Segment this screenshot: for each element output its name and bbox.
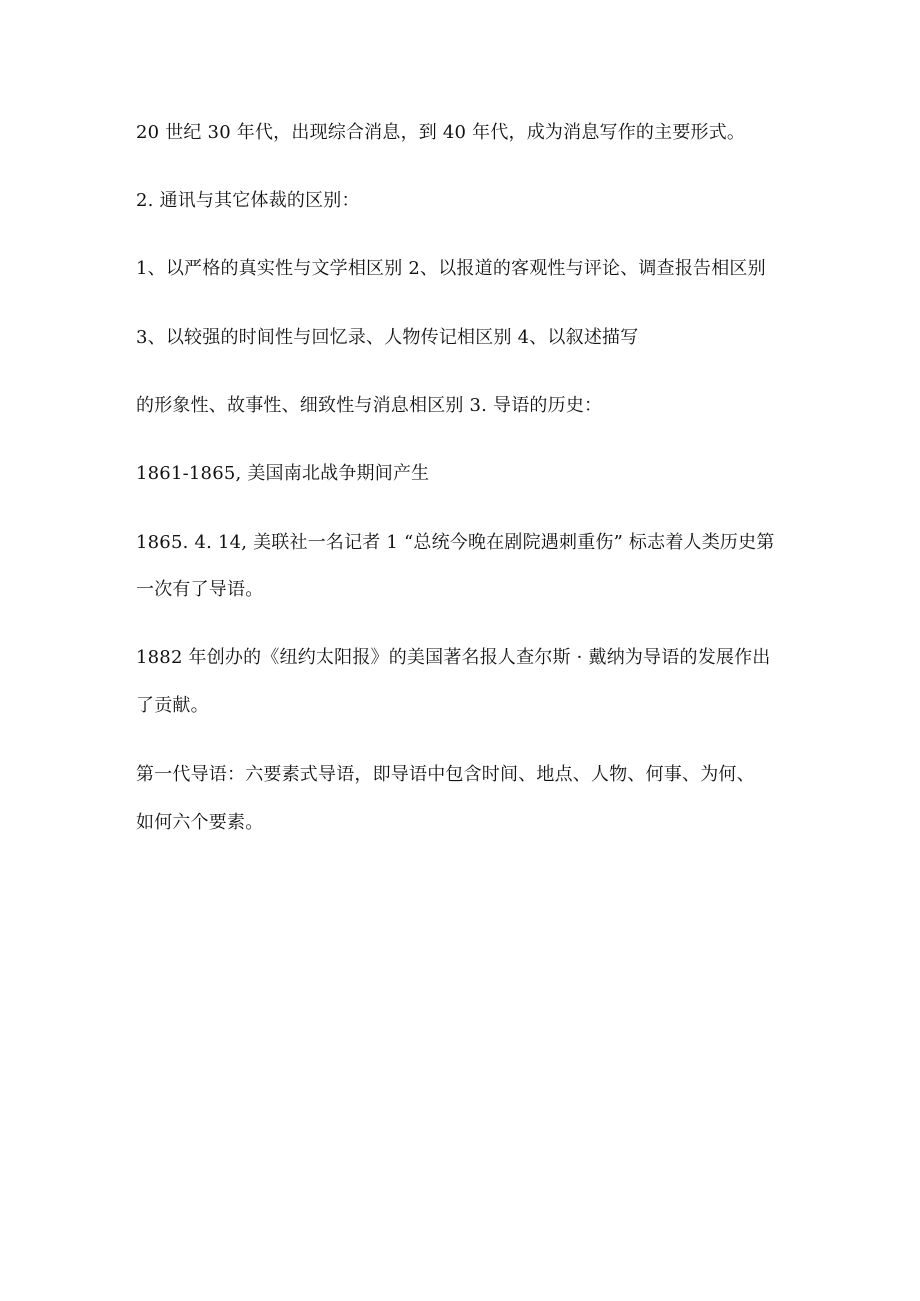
paragraph-first-lead-line-1: 1865. 4. 14, 美联社一名记者 1 “总统今晚在剧院遇刺重伤” 标志着人类历史第: [136, 532, 775, 553]
paragraph-civil-war-origin: 1861-1865, 美国南北战争期间产生: [136, 463, 430, 484]
paragraph-new-york-sun-line-2: 了贡献。: [136, 695, 209, 716]
heading-correspondence-distinctions: 2. 通讯与其它体裁的区别：: [136, 190, 360, 211]
paragraph-distinction-3-4: 3、以较强的时间性与回忆录、人物传记相区别 4、以叙述描写: [136, 327, 639, 348]
paragraph-first-generation-lead-line-1: 第一代导语：六要素式导语，即导语中包含时间、地点、人物、何事、为何、: [136, 764, 755, 785]
paragraph-distinction-4-continued: 的形象性、故事性、细致性与消息相区别 3. 导语的历史：: [136, 395, 603, 416]
paragraph-first-lead-line-2: 一次有了导语。: [136, 579, 264, 600]
paragraph-first-generation-lead-line-2: 如何六个要素。: [136, 812, 264, 833]
paragraph-new-york-sun-line-1: 1882 年创办的《纽约太阳报》的美国著名报人查尔斯 · 戴纳为导语的发展作出: [136, 647, 771, 668]
paragraph-distinction-1-2: 1、以严格的真实性与文学相区别 2、以报道的客观性与评论、调查报告相区别: [136, 258, 766, 279]
paragraph-consolidated-news-history: 20 世纪 30 年代，出现综合消息，到 40 年代，成为消息写作的主要形式。: [136, 122, 746, 143]
